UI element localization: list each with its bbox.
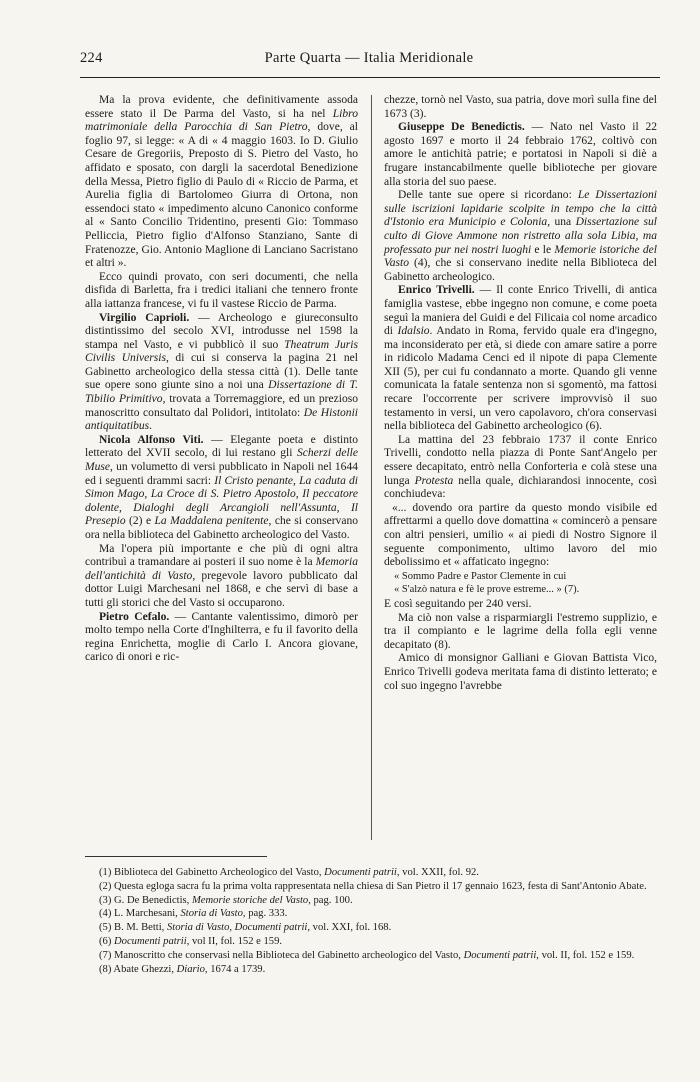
text-run: La mattina del 23 febbraio 1737 il conte Enrico Trivelli, condotto nella piazza di Ponte Sant'Angelo per essere decapitato, entrò nella Conforteria e colà stese una lunga	[384, 433, 657, 487]
text-run: Ma la prova evidente, che definitivamente assoda essere stato il De Parma del Vasto, si ha nel	[85, 94, 358, 120]
italic-title: Dissertazione sul culto di Giove Ammone non ristretto alla sola Libia, ma professato pur nei nostri luoghi	[384, 216, 657, 256]
text-run: Amico di monsignor Galliani e Giovan Battista Vico, Enrico Trivelli godeva meritata fama di distinto letterato; e col suo ingegno l'avrebbe	[384, 652, 657, 692]
paragraph	[384, 652, 657, 693]
footnote	[85, 894, 660, 908]
page-header	[80, 50, 658, 72]
entry-heading: Nicola Alfonso Viti.	[99, 433, 204, 446]
text-run: (7) Manoscritto che conservasi nella Biblioteca del Gabinetto archeologico del Vasto,	[99, 949, 464, 961]
paragraph	[85, 94, 358, 271]
entry-heading: Pietro Cefalo.	[99, 610, 170, 623]
text-run: — Nato nel Vasto il 22 agosto 1697 e morto il 24 febbraio 1762, coltivò con amore le antichità patrie; e portatosi in Napoli si diè a frugare instancabilmente quelle biblioteche per giovare alla storia del suo paese.	[384, 121, 657, 188]
paragraph	[384, 94, 657, 121]
footnotes	[85, 866, 660, 976]
italic-title: Memorie storiche del Vasto	[191, 894, 309, 906]
text-run: Ecco quindi provato, con seri documenti, che nella disfida di Barletta, fra i tredici italiani che tennero fronte alla iattanza francese, vi fu il vastese Riccio de Parma.	[85, 270, 358, 310]
paragraph	[384, 434, 657, 502]
text-run: , che si conservano ora nella biblioteca del Gabinetto archeologico del Vasto.	[85, 515, 358, 541]
text-run: , trovata a Torremaggiore, ed un prezioso manoscritto consultato dal Polidori, intitolato:	[85, 393, 358, 419]
text-run: Ma l'opera più importante e che più di ogni altra contribuì a tramandare ai posteri il suo nome è la	[85, 542, 358, 569]
text-run: (2) Questa egloga sacra fu la prima volta rappresentata nella chiesa di San Pietro il 17 gennaio 1623, festa di Sant'Antonio Abate.	[99, 880, 647, 892]
text-run: Ma ciò non valse a risparmiargli l'estremo supplizio, e tra il compianto e le lagrime della folla egli venne decapitato (8).	[384, 611, 657, 651]
verse-line	[384, 583, 657, 597]
footnote	[85, 935, 660, 949]
text-run: (2) e	[125, 515, 155, 528]
paragraph	[384, 189, 657, 284]
text-run: (5) B. M. Betti,	[99, 922, 167, 934]
italic-title: Storia di Vasto	[180, 908, 243, 920]
footnote	[85, 866, 660, 880]
verse-line	[384, 570, 657, 584]
paragraph	[384, 284, 657, 434]
italic-title: Storia di Vasto, Documenti patrii	[166, 922, 308, 934]
left-column	[85, 94, 358, 665]
text-run: , vol. XXII, fol. 92.	[396, 867, 479, 878]
entry-heading: Enrico Trivelli.	[398, 284, 475, 297]
header-rule	[80, 77, 660, 78]
text-run: — Cantante valentissimo, dimorò per molto tempo nella Corte d'Inghilterra, e fu il favorito della regina Enrichetta, moglie di Carlo I. Ancora giovane, carico di onori e ric-	[85, 610, 358, 664]
text-run: , dove, al foglio 97, si legge: « A di « 4 maggio 1603. Io D. Giulio Cesare de Gregoriis, Preposto di S. Pietro del Vasto, ho affidato e sposato, con dargli la sacerdotal Benedizione della Messa, Pietro figlio di Paulo di « Riccio de Parma, et Aurelia figlia di Bartolomeo Giurra di Ortona, non essendoci stato « impedimento alcuno Canonico conforme al « Santo Concilio Tridentino, presenti Gio: Tommaso Pelliccia, Pietro figlio d'Alfonso Stanziano, Sante di Fratenozze, Gio. Antonio Maglione di Lanciano Sacristano et altri ».	[85, 121, 359, 270]
italic-title: Libro matrimoniale della Parocchia di San Pietro	[85, 107, 358, 134]
text-run: nella quale, dichiarandosi innocente, così conchiudeva:	[384, 474, 657, 501]
italic-title: La Maddalena penitente	[154, 515, 269, 528]
italic-title: Protesta	[414, 474, 454, 487]
text-run: « S'alzò natura e fè le prove estreme... » (7).	[394, 584, 580, 596]
text-run: (8) Abate Ghezzi,	[99, 963, 177, 975]
text-run: , un volumetto di versi pubblicato in Napoli nel 1644 ed i seguenti drammi sacri:	[85, 461, 358, 487]
right-column	[384, 94, 657, 693]
italic-title: Le Dissertazioni sulle iscrizioni lapidarie scolpite in tempo che la città d'Istonio era Municipio e Colonia	[384, 189, 657, 229]
footnote	[85, 907, 660, 921]
italic-title: Documenti patrii	[463, 949, 537, 961]
footnote	[85, 949, 660, 963]
italic-title: Scherzi delle Muse	[85, 447, 358, 474]
text-run: E così seguitando per 240 versi.	[384, 597, 532, 610]
footnote	[85, 880, 660, 894]
column-divider	[371, 95, 372, 840]
italic-title: Memorie istoriche del Vasto	[384, 243, 657, 270]
entry-heading: Giuseppe De Benedictis.	[398, 121, 525, 134]
footnote-rule	[85, 856, 267, 857]
text-run: — Archeologo e giureconsulto distintissimo del secolo XVI, introdusse nel 1598 la stampa nel Vasto, e vi pubblicò il suo	[85, 311, 359, 351]
text-run: e le	[531, 243, 555, 256]
text-run: , vol II, fol. 152 e 159.	[186, 935, 283, 947]
italic-title: De Histonii antiquitatibus	[85, 406, 358, 433]
italic-title: Documenti patrii	[114, 935, 187, 947]
text-run: (6)	[99, 935, 115, 947]
entry-heading: Virgilio Caprioli.	[99, 311, 190, 324]
text-run: (4) L. Marchesani,	[99, 908, 181, 920]
text-run: (1) Biblioteca del Gabinetto Archeologico del Vasto,	[99, 867, 325, 878]
italic-title: Diario	[176, 963, 205, 975]
italic-title: Documenti patrii	[324, 867, 397, 878]
text-run: chezze, tornò nel Vasto, sua patria, dove morì sulla fine del 1673 (3).	[384, 94, 657, 120]
paragraph	[85, 543, 358, 611]
paragraph	[85, 271, 358, 312]
text-run: , 1674 a 1739.	[204, 963, 266, 975]
text-run: , una	[547, 216, 576, 229]
text-run: « Sommo Padre e Pastor Clemente in cui	[394, 570, 567, 582]
italic-title: Memoria dell'antichità di Vasto	[85, 556, 358, 582]
text-run: , pregevole lavoro pubblicato dal dottor Luigi Marchesani nel 1868, e che servì di base a tutti gli storici che del Vasto si occuparono.	[85, 569, 358, 609]
text-run: (3) G. De Benedictis,	[99, 894, 192, 906]
text-run: — Elegante poeta e distinto letterato del XVII secolo, di lui restano gli	[85, 433, 358, 460]
italic-title: Theatrum Juris Civilis Universis	[85, 338, 359, 365]
text-run: , pag. 100.	[308, 894, 353, 906]
paragraph	[384, 612, 657, 653]
text-run: , di cui si conserva la pagina 21 nel Gabinetto archeologico della stessa città (1). Delle tante sue opere sono giunte sino a noi una	[85, 352, 358, 392]
text-run: (4), che si conservano inedite nella Biblioteca del Gabinetto archeologico.	[384, 257, 657, 283]
text-run: Delle tante sue opere si ricordano:	[398, 189, 578, 202]
paragraph	[85, 434, 358, 543]
paragraph	[384, 598, 657, 612]
text-run: «... dovendo ora partire da questo mondo visibile ed affrettarmi a quello dove domattina « comincerò a pensare con altri pensieri, umilio « ai piedi di Nostro Signore il seguente componimento, ultimo lavoro del mio debolissimo et « affaticato ingegno:	[384, 501, 657, 569]
text-run: , vol. XXI, fol. 168.	[307, 922, 392, 934]
paragraph	[384, 121, 657, 189]
text-run: . Andato in Roma, fervido quale era d'ingegno, ma inconsiderato per età, si diede con amare satire a porre in ridicolo Madama Cenci ed il nipote di papa Clemente XII (5), per cui fu condannato a morte. Quando gli venne comunicata la fatale sentenza non si sgomentò, ma fattosi recare l'occorrente per scrivere improvvisò il suo testamento in versi, un vero capolavoro, ch'ora conservasi nella biblioteca del Gabinetto archeologico (6).	[384, 325, 657, 433]
page-number: 224	[80, 50, 103, 66]
italic-title: Dissertazione di T. Tibilio Primitivo	[85, 379, 359, 406]
footnote	[85, 921, 660, 935]
block-quote	[384, 502, 657, 570]
paragraph	[85, 312, 358, 434]
paragraph	[85, 611, 358, 665]
footnote	[85, 963, 660, 977]
italic-title: Il Cristo penante, La caduta di Simon Mago, La Croce di S. Pietro Apostolo, Il peccatore dolente, Dialoghi degli Arcangioli nell'Assunta, Il Presepio	[85, 474, 358, 528]
text-run: .	[149, 420, 153, 433]
text-run: , pag. 333.	[242, 908, 288, 920]
text-run: — Il conte Enrico Trivelli, di antica famiglia vastese, ebbe ingegno non comune, e come poeta seguì la maniera del Guidi e del Filicaia col nome arcadico di	[384, 284, 657, 338]
text-run: , vol. II, fol. 152 e 159.	[536, 949, 635, 961]
italic-title: Idalsio	[397, 325, 430, 338]
running-title: Parte Quarta — Italia Meridionale	[264, 50, 474, 66]
